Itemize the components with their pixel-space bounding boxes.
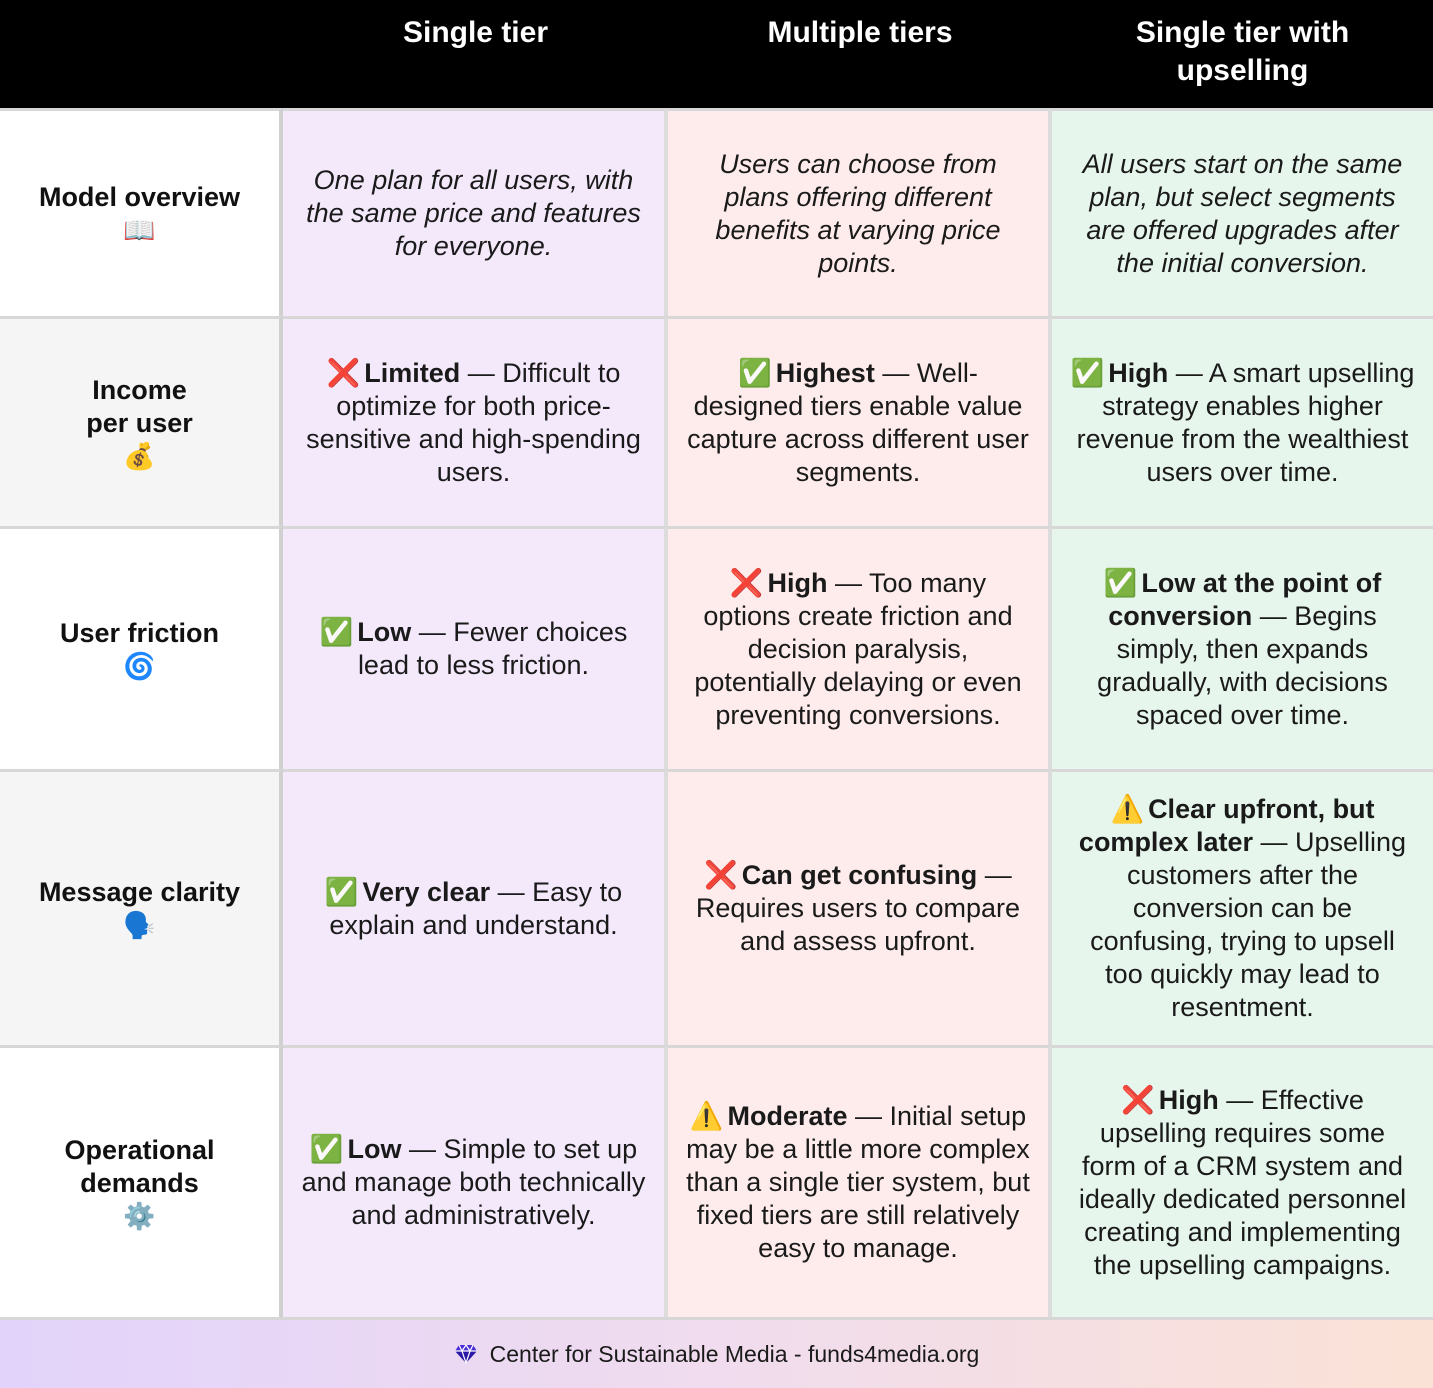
row-header-label: per user <box>86 407 193 438</box>
cell-text: — Fewer choices lead to less friction. <box>357 617 628 680</box>
check-icon: ✅ <box>1103 567 1138 598</box>
cell-text: — Simple to set up and manage both technically and administratively. <box>301 1134 646 1230</box>
cell-text: — Difficult to optimize for both price-sensitive and high-spending users. <box>306 357 641 487</box>
cell-content <box>686 357 1030 489</box>
warning-icon: ⚠️ <box>1110 794 1145 824</box>
cell-model-overview-upselling <box>1052 108 1433 316</box>
cell-friction-single-tier <box>283 526 668 769</box>
cell-text: — Requires users to compare and assess upfront. <box>695 860 1021 956</box>
check-icon: ✅ <box>738 357 772 388</box>
cell-content <box>1070 793 1415 1024</box>
row-header-label: demands <box>80 1167 199 1198</box>
footer-credit <box>0 1317 1433 1388</box>
rating-label: Low <box>357 617 412 647</box>
cell-friction-upselling <box>1052 526 1433 769</box>
rating-label: Can get confusing <box>741 860 978 890</box>
cross-icon: ❌ <box>729 567 764 598</box>
cell-model-overview-multiple-tiers <box>668 108 1052 316</box>
cell-text: — Too many options create friction and decision paralysis, potentially delaying or even preventing conversions. <box>694 567 1022 730</box>
gem-icon <box>454 1344 478 1364</box>
cell-operational-single-tier <box>283 1045 668 1317</box>
cell-text: Users can choose from plans offering different benefits at varying price points. <box>715 148 1001 278</box>
cell-income-single-tier <box>283 316 668 526</box>
rating-label: Highest <box>775 357 875 388</box>
column-header-label: Multiple tiers <box>767 16 953 49</box>
column-header-label <box>1136 14 1349 90</box>
row-header-label: User friction <box>59 617 220 648</box>
header-corner <box>0 0 283 108</box>
cell-content <box>301 876 646 942</box>
cell-text: All users start on the same plan, but select segments are offered upgrades after the initial conversion. <box>1082 148 1403 278</box>
check-icon: ✅ <box>1070 357 1105 388</box>
cyclone-icon: 🌀 <box>123 650 156 681</box>
cell-text: — Easy to explain and understand. <box>329 876 623 940</box>
rating-label: Low <box>347 1134 402 1164</box>
rating-label: High <box>1108 357 1169 388</box>
cell-text: — Effective upselling requires some form of a CRM system and ideally dedicated personnel creating and implementing the upselling campaigns. <box>1078 1084 1407 1280</box>
cell-content <box>301 357 646 489</box>
row-header-label: Message clarity <box>38 877 241 907</box>
cell-content <box>686 859 1030 958</box>
cell-text: — Well-designed tiers enable value capture across different user segments. <box>687 357 1029 487</box>
cell-text: — Upselling customers after the conversion can be confusing, trying to upsell too quickly may lead to resentment. <box>1090 827 1407 1022</box>
column-header-single-tier-upselling <box>1052 0 1433 108</box>
cross-icon: ❌ <box>326 357 361 388</box>
footer-text: Center for Sustainable Media - funds4media.org <box>489 1340 980 1367</box>
cell-content <box>1070 567 1415 732</box>
cell-friction-multiple-tiers <box>668 526 1052 769</box>
column-header-line: Single tier with <box>1135 16 1350 49</box>
cell-income-upselling <box>1052 316 1433 526</box>
column-header-line: upselling <box>1176 54 1309 87</box>
money-bag-icon: 💰 <box>123 440 156 471</box>
row-header-income-per-user <box>0 316 283 526</box>
open-book-icon: 📖 <box>123 215 156 245</box>
row-header-label: Operational <box>64 1134 215 1165</box>
cross-icon: ❌ <box>1121 1084 1155 1115</box>
cell-operational-multiple-tiers <box>668 1045 1052 1317</box>
rating-label: Limited <box>364 357 461 388</box>
rating-label: High <box>1158 1084 1219 1115</box>
check-icon: ✅ <box>324 876 359 907</box>
cell-content <box>686 1100 1030 1265</box>
row-header-model-overview <box>0 108 283 316</box>
row-header-label: Income <box>92 374 187 405</box>
column-header-label: Single tier <box>402 16 549 49</box>
cell-content <box>301 1133 646 1232</box>
rating-label: High <box>767 567 828 598</box>
cell-content <box>301 616 646 682</box>
cell-clarity-single-tier <box>283 769 668 1045</box>
rating-label: Very clear <box>362 876 491 907</box>
cell-content <box>1070 357 1415 489</box>
warning-icon: ⚠️ <box>689 1101 724 1131</box>
cell-text: — Begins simply, then expands gradually, with decisions spaced over time. <box>1097 600 1388 730</box>
rating-label: Moderate <box>727 1101 848 1131</box>
cell-clarity-upselling <box>1052 769 1433 1045</box>
row-header-operational-demands <box>0 1045 283 1317</box>
row-header-user-friction <box>0 526 283 769</box>
gear-icon: ⚙️ <box>123 1200 156 1231</box>
rating-label: Low at the point of conversion <box>1108 567 1382 631</box>
check-icon: ✅ <box>309 1134 344 1164</box>
speaking-head-icon: 🗣️ <box>123 910 156 940</box>
cell-content <box>1070 1084 1415 1282</box>
cell-text: One plan for all users, with the same price and features for everyone. <box>306 165 641 261</box>
cell-operational-upselling <box>1052 1045 1433 1317</box>
cell-content <box>686 567 1030 732</box>
column-header-single-tier <box>283 0 668 108</box>
column-header-multiple-tiers <box>668 0 1052 108</box>
check-icon: ✅ <box>319 617 354 647</box>
cell-text: — A smart upselling strategy enables higher revenue from the wealthiest users over time. <box>1076 357 1415 487</box>
cell-model-overview-single-tier <box>283 108 668 316</box>
row-header-label: Model overview <box>38 182 241 212</box>
row-header-message-clarity <box>0 769 283 1045</box>
rating-label: Clear upfront, but complex later <box>1078 794 1375 857</box>
cell-clarity-multiple-tiers <box>668 769 1052 1045</box>
cell-text: — Initial setup may be a little more complex than a single tier system, but fixed tiers are still relatively easy to manage. <box>686 1101 1030 1263</box>
cell-income-multiple-tiers <box>668 316 1052 526</box>
cross-icon: ❌ <box>704 860 738 890</box>
